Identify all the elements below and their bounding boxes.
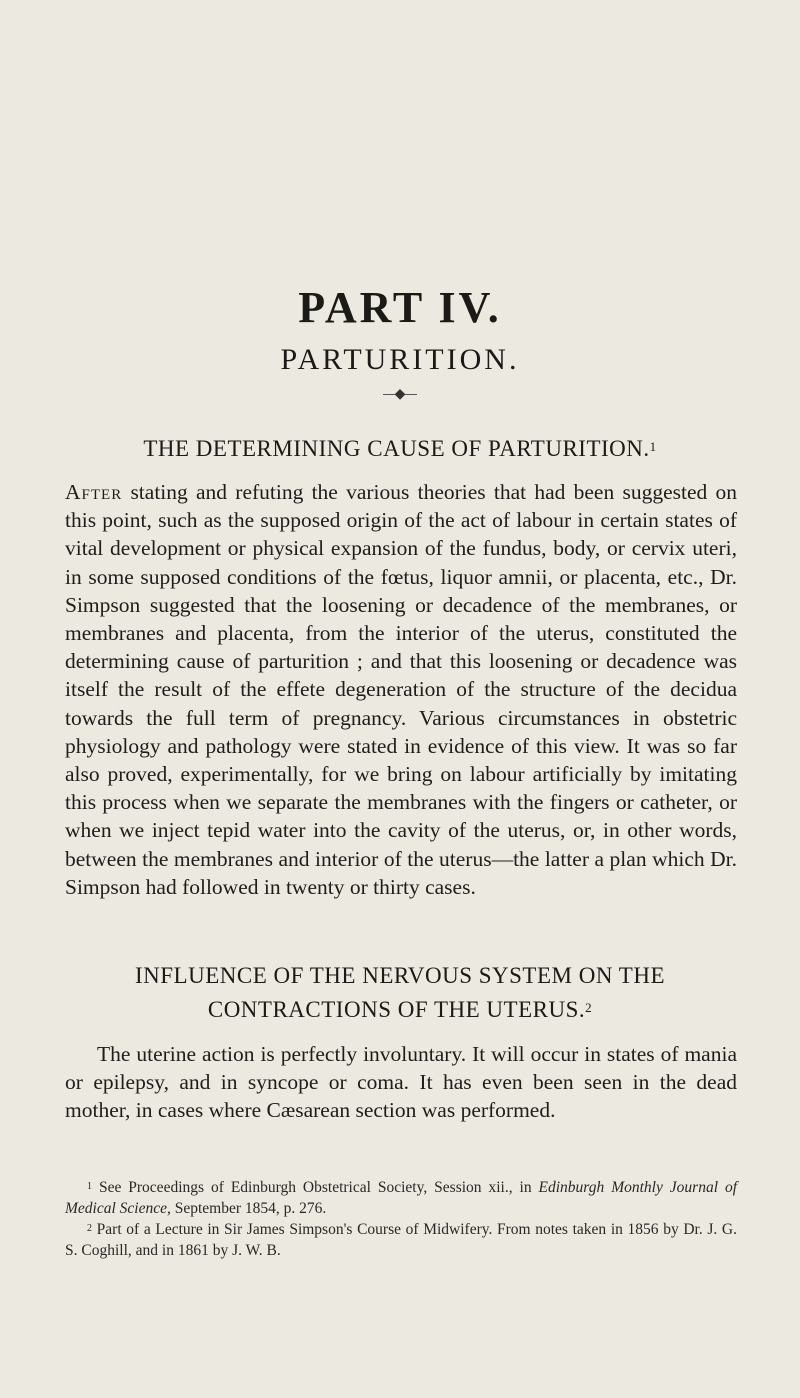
paragraph-determining-cause: [65, 478, 737, 901]
footnote-text: Part of a Lecture in Sir James Simpson's Course of Midwifery. From notes taken in 1856 by Dr. J. G. S. Coghill, and in 1861 by J. W. B.: [65, 1221, 737, 1259]
divider-rule-left: [383, 394, 395, 395]
footnote-1: [65, 1177, 737, 1219]
footnote-mark: 2: [87, 1223, 92, 1234]
section-heading-line-1: INFLUENCE OF THE NERVOUS SYSTEM ON THE: [135, 963, 665, 988]
ornamental-divider: [0, 388, 800, 402]
section-heading-text: THE DETERMINING CAUSE OF PARTURITION.: [143, 436, 650, 461]
section-heading-determining-cause: [0, 432, 800, 466]
footnote-reference: 2: [585, 1000, 593, 1015]
section-heading-line-2: [0, 993, 800, 1027]
footnote-2: [65, 1219, 737, 1261]
section-heading-nervous-system: [0, 959, 800, 1027]
footnote-reference: 1: [649, 439, 657, 454]
divider-rule-right: [405, 394, 417, 395]
opening-word: After: [65, 480, 123, 504]
paragraph-text: stating and refuting the various theories that had been suggested on this point, such as the supposed origin of the act of labour in certain states of vital development or physical expansion of the fundus, body, or cervix uteri, in some supposed conditions of the fœtus, liquor amnii, or placenta, etc., Dr. Simpson suggested that the loosening or decadence of the membranes, or membranes and placenta, from the interior of the uterus, constituted the determining cause of parturition ; and that this loosening or decadence was itself the result of the effete degeneration of the structure of the decidua towards the full term of pregnancy. Various circumstances in obstetric physiology and pathology were stated in evidence of this view. It was so far also proved, experimentally, for we bring on labour artificially by imitating this process when we separate the membranes with the fingers or catheter, or when we inject tepid water into the cavity of the uterus, or, in other words, between the membranes and interior of the uterus—the latter a plan which Dr. Simpson had followed in twenty or thirty cases.: [65, 480, 737, 899]
chapter-subtitle: PARTURITION.: [280, 343, 520, 376]
footnote-journal-title: Edinburgh Monthly Journal of Medical Science,: [65, 1179, 738, 1217]
part-title: PART IV.: [298, 283, 502, 332]
diamond-ornament-icon: ◆: [394, 387, 406, 402]
section-heading-line-2-text: CONTRACTIONS OF THE UTERUS.: [207, 997, 586, 1022]
footnote-text-end: September 1854, p. 276.: [170, 1200, 327, 1217]
paragraph-uterine-action: The uterine action is perfectly involuntary. It will occur in states of mania or epilepsy, and in syncope or coma. It has even been seen in the dead mother, in cases where Cæsarean section was performed.: [65, 1042, 737, 1123]
footnote-text: See Proceedings of Edinburgh Obstetrical Society, Session xii., in: [98, 1179, 539, 1196]
footnotes: [65, 1177, 737, 1261]
footnote-mark: 1: [87, 1181, 92, 1192]
